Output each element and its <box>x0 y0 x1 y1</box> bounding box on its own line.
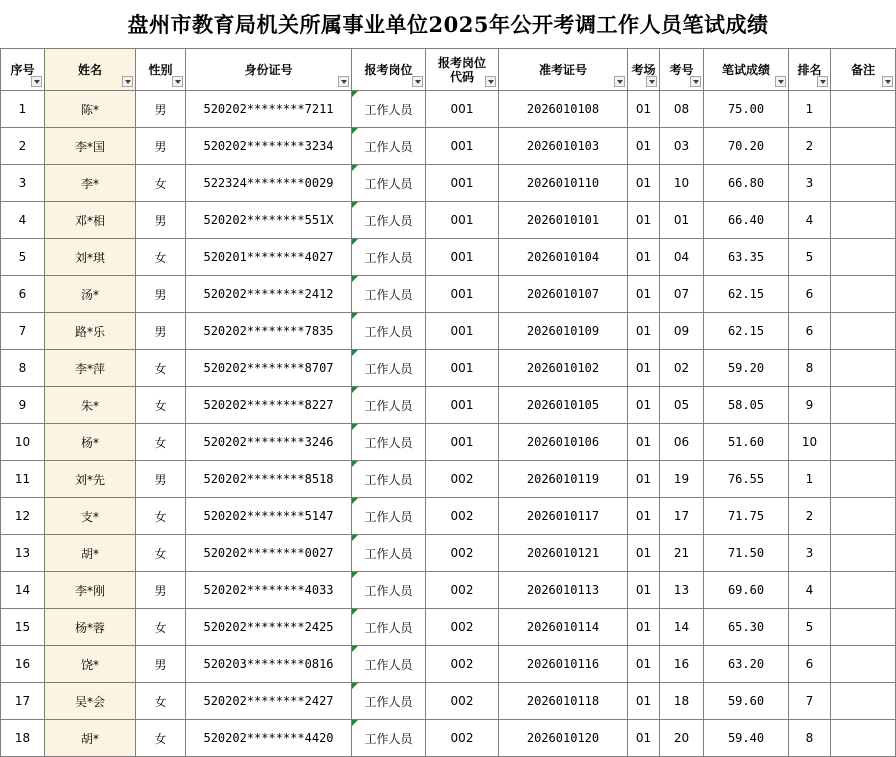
sheet-title-cell[interactable] <box>0 0 896 49</box>
table-row <box>1 609 896 646</box>
cell-ticket[interactable]: 2026010116 <box>499 646 628 683</box>
score-table <box>0 48 896 757</box>
cell-seq[interactable]: 17 <box>1 683 45 720</box>
cell-text: 工作人员 <box>364 731 413 746</box>
cell-note[interactable] <box>831 350 896 387</box>
cell-seq[interactable]: 8 <box>1 350 45 387</box>
cell-seat[interactable]: 04 <box>660 239 704 276</box>
filter-dropdown-icon[interactable] <box>882 76 893 87</box>
table-row <box>1 387 896 424</box>
cell-id[interactable]: 520202********4420 <box>186 720 352 757</box>
cell-text: 工作人员 <box>364 287 413 302</box>
cell-name[interactable]: 杨*蓉 <box>45 609 136 646</box>
header-note[interactable]: 备注 <box>831 49 896 91</box>
cell-gender[interactable]: 男 <box>136 572 186 609</box>
cell-seq[interactable]: 3 <box>1 165 45 202</box>
cell-seq[interactable]: 10 <box>1 424 45 461</box>
cell-rank[interactable]: 6 <box>789 276 831 313</box>
cell-room[interactable]: 01 <box>628 239 660 276</box>
cell-name[interactable]: 李*刚 <box>45 572 136 609</box>
cell-post[interactable] <box>352 683 426 720</box>
cell-text: 工作人员 <box>364 398 413 413</box>
cell-seq[interactable]: 7 <box>1 313 45 350</box>
cell-seat[interactable]: 13 <box>660 572 704 609</box>
table-row <box>1 313 896 350</box>
table-row <box>1 276 896 313</box>
cell-text: 工作人员 <box>364 139 413 154</box>
filter-dropdown-icon[interactable] <box>31 76 42 87</box>
cell-seq[interactable]: 16 <box>1 646 45 683</box>
cell-text: 工作人员 <box>364 546 413 561</box>
cell-rank[interactable]: 4 <box>789 202 831 239</box>
filter-dropdown-icon[interactable] <box>412 76 423 87</box>
comment-marker-icon <box>352 498 358 504</box>
cell-post[interactable] <box>352 276 426 313</box>
cell-id[interactable]: 520201********4027 <box>186 239 352 276</box>
cell-id[interactable]: 520202********2427 <box>186 683 352 720</box>
cell-score[interactable]: 69.60 <box>704 572 789 609</box>
header-id[interactable]: 身份证号 <box>186 49 352 91</box>
table-row <box>1 461 896 498</box>
cell-seq[interactable]: 5 <box>1 239 45 276</box>
comment-marker-icon <box>352 609 358 615</box>
cell-score[interactable]: 62.15 <box>704 313 789 350</box>
comment-marker-icon <box>352 572 358 578</box>
comment-marker-icon <box>352 202 358 208</box>
cell-seat[interactable]: 05 <box>660 387 704 424</box>
cell-text: 工作人员 <box>364 250 413 265</box>
cell-text: 工作人员 <box>364 324 413 339</box>
cell-rank[interactable]: 9 <box>789 387 831 424</box>
cell-seq[interactable]: 13 <box>1 535 45 572</box>
cell-post[interactable] <box>352 387 426 424</box>
cell-score[interactable]: 71.75 <box>704 498 789 535</box>
cell-note[interactable] <box>831 91 896 128</box>
cell-note[interactable] <box>831 609 896 646</box>
comment-marker-icon <box>352 276 358 282</box>
cell-post[interactable] <box>352 720 426 757</box>
filter-dropdown-icon[interactable] <box>172 76 183 87</box>
cell-ticket[interactable]: 2026010121 <box>499 535 628 572</box>
cell-score[interactable]: 70.20 <box>704 128 789 165</box>
cell-code[interactable]: 002 <box>426 720 499 757</box>
cell-gender[interactable]: 女 <box>136 387 186 424</box>
cell-rank[interactable]: 6 <box>789 313 831 350</box>
cell-rank[interactable]: 6 <box>789 646 831 683</box>
cell-rank[interactable]: 2 <box>789 128 831 165</box>
cell-rank[interactable]: 10 <box>789 424 831 461</box>
cell-post[interactable] <box>352 535 426 572</box>
cell-seat[interactable]: 17 <box>660 498 704 535</box>
cell-note[interactable] <box>831 461 896 498</box>
cell-text: 工作人员 <box>364 509 413 524</box>
cell-code[interactable]: 001 <box>426 276 499 313</box>
cell-id[interactable]: 520202********4033 <box>186 572 352 609</box>
cell-seq[interactable]: 4 <box>1 202 45 239</box>
cell-code[interactable]: 002 <box>426 535 499 572</box>
cell-rank[interactable]: 1 <box>789 461 831 498</box>
comment-marker-icon <box>352 128 358 134</box>
cell-name[interactable]: 李*萍 <box>45 350 136 387</box>
cell-note[interactable] <box>831 202 896 239</box>
cell-seat[interactable]: 10 <box>660 165 704 202</box>
cell-ticket[interactable]: 2026010109 <box>499 313 628 350</box>
header-rank[interactable]: 排名 <box>789 49 831 91</box>
cell-ticket[interactable]: 2026010106 <box>499 424 628 461</box>
table-row <box>1 720 896 757</box>
cell-post[interactable] <box>352 313 426 350</box>
cell-ticket[interactable]: 2026010118 <box>499 683 628 720</box>
cell-score[interactable]: 75.00 <box>704 91 789 128</box>
cell-code[interactable]: 002 <box>426 461 499 498</box>
cell-score[interactable]: 71.50 <box>704 535 789 572</box>
filter-dropdown-icon[interactable] <box>485 76 496 87</box>
table-row <box>1 165 896 202</box>
header-ticket[interactable]: 准考证号 <box>499 49 628 91</box>
cell-seq[interactable]: 15 <box>1 609 45 646</box>
cell-score[interactable]: 63.35 <box>704 239 789 276</box>
table-row <box>1 498 896 535</box>
cell-code[interactable]: 001 <box>426 239 499 276</box>
filter-dropdown-icon[interactable] <box>775 76 786 87</box>
cell-room[interactable]: 01 <box>628 646 660 683</box>
cell-room[interactable]: 01 <box>628 572 660 609</box>
header-name[interactable]: 姓名 <box>45 49 136 91</box>
cell-code[interactable]: 002 <box>426 683 499 720</box>
cell-rank[interactable]: 5 <box>789 239 831 276</box>
cell-id[interactable]: 520202********551X <box>186 202 352 239</box>
cell-note[interactable] <box>831 239 896 276</box>
cell-post[interactable] <box>352 498 426 535</box>
cell-ticket[interactable]: 2026010105 <box>499 387 628 424</box>
cell-room[interactable]: 01 <box>628 424 660 461</box>
cell-ticket[interactable]: 2026010114 <box>499 609 628 646</box>
cell-room[interactable]: 01 <box>628 609 660 646</box>
cell-text: 工作人员 <box>364 472 413 487</box>
cell-ticket[interactable]: 2026010101 <box>499 202 628 239</box>
cell-name[interactable]: 饶* <box>45 646 136 683</box>
table-row <box>1 202 896 239</box>
comment-marker-icon <box>352 535 358 541</box>
cell-id[interactable]: 522324********0029 <box>186 165 352 202</box>
cell-code[interactable]: 001 <box>426 91 499 128</box>
cell-room[interactable]: 01 <box>628 720 660 757</box>
cell-text: 工作人员 <box>364 213 413 228</box>
sheet-title: 盘州市教育局机关所属事业单位2025年公开考调工作人员笔试成绩 <box>127 12 769 37</box>
cell-name[interactable]: 汤* <box>45 276 136 313</box>
cell-post[interactable] <box>352 239 426 276</box>
cell-id[interactable]: 520202********2425 <box>186 609 352 646</box>
cell-post[interactable] <box>352 202 426 239</box>
cell-room[interactable]: 01 <box>628 350 660 387</box>
comment-marker-icon <box>352 720 358 726</box>
comment-marker-icon <box>352 424 358 430</box>
cell-rank[interactable]: 4 <box>789 572 831 609</box>
cell-score[interactable]: 65.30 <box>704 609 789 646</box>
header-post-code[interactable]: 报考岗位 代码 <box>426 49 499 91</box>
cell-code[interactable]: 002 <box>426 646 499 683</box>
table-row <box>1 128 896 165</box>
cell-gender[interactable]: 男 <box>136 461 186 498</box>
cell-score[interactable]: 59.40 <box>704 720 789 757</box>
cell-id[interactable]: 520202********7835 <box>186 313 352 350</box>
cell-post[interactable] <box>352 91 426 128</box>
cell-seat[interactable]: 20 <box>660 720 704 757</box>
cell-note[interactable] <box>831 313 896 350</box>
cell-gender[interactable]: 女 <box>136 498 186 535</box>
comment-marker-icon <box>352 239 358 245</box>
cell-room[interactable]: 01 <box>628 313 660 350</box>
cell-seq[interactable]: 11 <box>1 461 45 498</box>
cell-room[interactable]: 01 <box>628 498 660 535</box>
cell-name[interactable]: 支* <box>45 498 136 535</box>
cell-note[interactable] <box>831 535 896 572</box>
cell-room[interactable]: 01 <box>628 165 660 202</box>
cell-room[interactable]: 01 <box>628 128 660 165</box>
cell-seat[interactable]: 19 <box>660 461 704 498</box>
header-gender[interactable]: 性别 <box>136 49 186 91</box>
cell-name[interactable]: 邓*相 <box>45 202 136 239</box>
cell-id[interactable]: 520202********3234 <box>186 128 352 165</box>
cell-room[interactable]: 01 <box>628 683 660 720</box>
table-row <box>1 646 896 683</box>
cell-code[interactable]: 002 <box>426 609 499 646</box>
cell-note[interactable] <box>831 387 896 424</box>
cell-name[interactable]: 朱* <box>45 387 136 424</box>
cell-seq[interactable]: 6 <box>1 276 45 313</box>
comment-marker-icon <box>352 683 358 689</box>
cell-score[interactable]: 59.60 <box>704 683 789 720</box>
cell-gender[interactable]: 男 <box>136 646 186 683</box>
cell-gender[interactable]: 女 <box>136 239 186 276</box>
cell-id[interactable]: 520202********3246 <box>186 424 352 461</box>
cell-name[interactable]: 刘*琪 <box>45 239 136 276</box>
cell-id[interactable]: 520202********2412 <box>186 276 352 313</box>
cell-gender[interactable]: 女 <box>136 424 186 461</box>
cell-post[interactable] <box>352 572 426 609</box>
cell-gender[interactable]: 女 <box>136 535 186 572</box>
cell-gender[interactable]: 女 <box>136 683 186 720</box>
comment-marker-icon <box>352 350 358 356</box>
cell-note[interactable] <box>831 646 896 683</box>
cell-gender[interactable]: 男 <box>136 276 186 313</box>
filter-dropdown-icon[interactable] <box>817 76 828 87</box>
cell-seq[interactable]: 1 <box>1 91 45 128</box>
cell-ticket[interactable]: 2026010119 <box>499 461 628 498</box>
cell-code[interactable]: 002 <box>426 572 499 609</box>
cell-seq[interactable]: 18 <box>1 720 45 757</box>
cell-score[interactable]: 66.40 <box>704 202 789 239</box>
cell-room[interactable]: 01 <box>628 276 660 313</box>
table-row <box>1 683 896 720</box>
cell-seat[interactable]: 07 <box>660 276 704 313</box>
cell-code[interactable]: 001 <box>426 350 499 387</box>
cell-gender[interactable]: 男 <box>136 128 186 165</box>
table-row <box>1 535 896 572</box>
cell-note[interactable] <box>831 683 896 720</box>
table-row <box>1 572 896 609</box>
table-row <box>1 424 896 461</box>
filter-dropdown-icon[interactable] <box>338 76 349 87</box>
cell-rank[interactable]: 1 <box>789 91 831 128</box>
cell-note[interactable] <box>831 424 896 461</box>
comment-marker-icon <box>352 165 358 171</box>
cell-score[interactable]: 62.15 <box>704 276 789 313</box>
cell-seat[interactable]: 01 <box>660 202 704 239</box>
cell-seat[interactable]: 09 <box>660 313 704 350</box>
header-post[interactable]: 报考岗位 <box>352 49 426 91</box>
cell-seat[interactable]: 02 <box>660 350 704 387</box>
cell-id[interactable]: 520202********5147 <box>186 498 352 535</box>
cell-gender[interactable]: 女 <box>136 720 186 757</box>
cell-text: 工作人员 <box>364 657 413 672</box>
cell-gender[interactable]: 男 <box>136 313 186 350</box>
cell-name[interactable]: 吴*会 <box>45 683 136 720</box>
comment-marker-icon <box>352 91 358 97</box>
cell-post[interactable] <box>352 646 426 683</box>
cell-ticket[interactable]: 2026010117 <box>499 498 628 535</box>
cell-text: 工作人员 <box>364 435 413 450</box>
cell-room[interactable]: 01 <box>628 91 660 128</box>
cell-gender[interactable]: 女 <box>136 609 186 646</box>
cell-seq[interactable]: 12 <box>1 498 45 535</box>
cell-code[interactable]: 001 <box>426 202 499 239</box>
cell-room[interactable]: 01 <box>628 387 660 424</box>
cell-name[interactable]: 刘*先 <box>45 461 136 498</box>
cell-rank[interactable]: 3 <box>789 535 831 572</box>
cell-seat[interactable]: 18 <box>660 683 704 720</box>
cell-room[interactable]: 01 <box>628 535 660 572</box>
cell-ticket[interactable]: 2026010103 <box>499 128 628 165</box>
cell-code[interactable]: 001 <box>426 128 499 165</box>
comment-marker-icon <box>352 387 358 393</box>
cell-name[interactable]: 陈* <box>45 91 136 128</box>
cell-text: 工作人员 <box>364 694 413 709</box>
cell-rank[interactable]: 2 <box>789 498 831 535</box>
comment-marker-icon <box>352 313 358 319</box>
cell-text: 工作人员 <box>364 361 413 376</box>
cell-post[interactable] <box>352 424 426 461</box>
cell-code[interactable]: 001 <box>426 165 499 202</box>
cell-code[interactable]: 002 <box>426 498 499 535</box>
cell-room[interactable]: 01 <box>628 461 660 498</box>
cell-gender[interactable]: 男 <box>136 91 186 128</box>
cell-ticket[interactable]: 2026010107 <box>499 276 628 313</box>
cell-post[interactable] <box>352 461 426 498</box>
cell-ticket[interactable]: 2026010120 <box>499 720 628 757</box>
cell-note[interactable] <box>831 720 896 757</box>
cell-room[interactable]: 01 <box>628 202 660 239</box>
cell-post[interactable] <box>352 609 426 646</box>
filter-dropdown-icon[interactable] <box>690 76 701 87</box>
cell-name[interactable]: 胡* <box>45 535 136 572</box>
cell-seat[interactable]: 21 <box>660 535 704 572</box>
cell-ticket[interactable]: 2026010113 <box>499 572 628 609</box>
cell-post[interactable] <box>352 128 426 165</box>
cell-text: 工作人员 <box>364 102 413 117</box>
cell-score[interactable]: 63.20 <box>704 646 789 683</box>
cell-score[interactable]: 51.60 <box>704 424 789 461</box>
comment-marker-icon <box>352 461 358 467</box>
cell-rank[interactable]: 7 <box>789 683 831 720</box>
cell-seq[interactable]: 14 <box>1 572 45 609</box>
cell-seat[interactable]: 16 <box>660 646 704 683</box>
cell-name[interactable]: 李*国 <box>45 128 136 165</box>
filter-dropdown-icon[interactable] <box>122 76 133 87</box>
cell-id[interactable]: 520202********8707 <box>186 350 352 387</box>
cell-id[interactable]: 520202********7211 <box>186 91 352 128</box>
header-seat[interactable]: 考号 <box>660 49 704 91</box>
cell-name[interactable]: 胡* <box>45 720 136 757</box>
cell-code[interactable]: 001 <box>426 387 499 424</box>
cell-name[interactable]: 李* <box>45 165 136 202</box>
cell-name[interactable]: 杨* <box>45 424 136 461</box>
cell-name[interactable]: 路*乐 <box>45 313 136 350</box>
header-row <box>1 49 896 91</box>
cell-note[interactable] <box>831 572 896 609</box>
cell-text: 工作人员 <box>364 583 413 598</box>
cell-post[interactable] <box>352 165 426 202</box>
header-room[interactable]: 考场 <box>628 49 660 91</box>
table-row <box>1 239 896 276</box>
cell-note[interactable] <box>831 498 896 535</box>
cell-score[interactable]: 76.55 <box>704 461 789 498</box>
cell-rank[interactable]: 8 <box>789 350 831 387</box>
cell-ticket[interactable]: 2026010108 <box>499 91 628 128</box>
cell-seat[interactable]: 06 <box>660 424 704 461</box>
cell-note[interactable] <box>831 276 896 313</box>
table-body <box>1 91 896 757</box>
cell-ticket[interactable]: 2026010102 <box>499 350 628 387</box>
cell-score[interactable]: 59.20 <box>704 350 789 387</box>
filter-dropdown-icon[interactable] <box>614 76 625 87</box>
cell-note[interactable] <box>831 128 896 165</box>
cell-gender[interactable]: 男 <box>136 202 186 239</box>
cell-id[interactable]: 520202********0027 <box>186 535 352 572</box>
cell-seq[interactable]: 2 <box>1 128 45 165</box>
header-score[interactable]: 笔试成绩 <box>704 49 789 91</box>
cell-note[interactable] <box>831 165 896 202</box>
cell-gender[interactable]: 女 <box>136 350 186 387</box>
comment-marker-icon <box>352 646 358 652</box>
cell-id[interactable]: 520202********8518 <box>186 461 352 498</box>
cell-gender[interactable]: 女 <box>136 165 186 202</box>
cell-ticket[interactable]: 2026010110 <box>499 165 628 202</box>
cell-id[interactable]: 520202********8227 <box>186 387 352 424</box>
cell-seat[interactable]: 08 <box>660 91 704 128</box>
cell-code[interactable]: 001 <box>426 313 499 350</box>
cell-rank[interactable]: 5 <box>789 609 831 646</box>
cell-ticket[interactable]: 2026010104 <box>499 239 628 276</box>
cell-id[interactable]: 520203********0816 <box>186 646 352 683</box>
cell-rank[interactable]: 8 <box>789 720 831 757</box>
cell-rank[interactable]: 3 <box>789 165 831 202</box>
table-row <box>1 350 896 387</box>
cell-code[interactable]: 001 <box>426 424 499 461</box>
cell-text: 工作人员 <box>364 620 413 635</box>
header-seq[interactable]: 序号 <box>1 49 45 91</box>
cell-score[interactable]: 58.05 <box>704 387 789 424</box>
cell-score[interactable]: 66.80 <box>704 165 789 202</box>
cell-text: 工作人员 <box>364 176 413 191</box>
cell-post[interactable] <box>352 350 426 387</box>
cell-seat[interactable]: 03 <box>660 128 704 165</box>
cell-seat[interactable]: 14 <box>660 609 704 646</box>
table-row <box>1 91 896 128</box>
filter-dropdown-icon[interactable] <box>646 76 657 87</box>
cell-seq[interactable]: 9 <box>1 387 45 424</box>
